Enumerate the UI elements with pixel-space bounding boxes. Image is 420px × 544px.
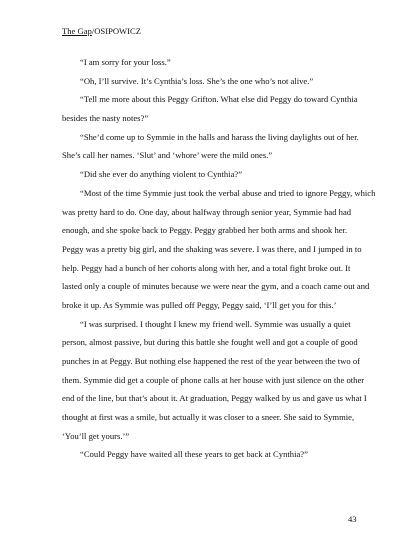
header-title: The Gap	[62, 26, 92, 36]
header-author: /OSIPOWICZ	[91, 26, 142, 36]
text-line: punches in at Peggy. But nothing else happened the rest of the year between the two of	[62, 356, 360, 366]
text-line: “Could Peggy have waited all these years to get back at Cynthia?”	[80, 449, 308, 460]
text-line: person, almost passive, but during this battle she fought well and got a couple of good	[62, 337, 358, 348]
text-line: thought at first was a smile, but actually it was closer to a sneer. She said to Symmie,	[62, 412, 355, 423]
text-line: “She’d come up to Symmie in the halls and harass the living daylights out of her.	[80, 131, 359, 142]
text-line: “I am sorry for your loss.”	[80, 57, 171, 67]
text-line: She’s call her names. ‘Slut’ and ‘whore’ were the mild ones.”	[62, 150, 273, 161]
text-line: broke it up. As Symmie was pulled off Peggy, Peggy said, ‘I’ll get you for this.’	[62, 299, 337, 310]
text-line: end of the line, but that’s about it. At graduation, Peggy walked by us and gave us what I	[62, 393, 367, 404]
text-line: them. Symmie did get a couple of phone calls at her house with just silence on the other	[62, 374, 365, 385]
text-line: “I was surprised. I thought I knew my friend well. Symmie was usually a quiet	[80, 318, 351, 329]
text-line: “Oh, I’ll survive. It’s Cynthia’s loss. She’s the one who’s not alive.”	[80, 75, 314, 86]
page-number: 43	[348, 514, 357, 524]
running-header	[62, 26, 141, 37]
text-line: “Did she ever do anything violent to Cynthia?”	[80, 169, 243, 180]
text-line: Peggy was a pretty big girl, and the shaking was severe. I was there, and I jumped in to	[62, 243, 362, 254]
text-line: “Tell me more about this Peggy Grifton. What else did Peggy do toward Cynthia	[80, 94, 358, 105]
body-text	[62, 53, 376, 464]
text-line: help. Peggy had a bunch of her cohorts along with her, and a total fight broke out. It	[62, 262, 351, 273]
text-line: besides the nasty notes?”	[62, 113, 149, 124]
text-line: lasted only a couple of minutes because we were near the gym, and a coach came out and	[62, 281, 370, 292]
text-line: was pretty hard to do. One day, about halfway through senior year, Symmie had had	[62, 206, 352, 217]
text-line: enough, and she spoke back to Peggy. Peggy grabbed her both arms and shook her.	[62, 225, 348, 236]
text-line: “Most of the time Symmie just took the verbal abuse and tried to ignore Peggy, which	[80, 187, 376, 198]
text-line: ‘You’ll get yours.’”	[62, 430, 130, 441]
